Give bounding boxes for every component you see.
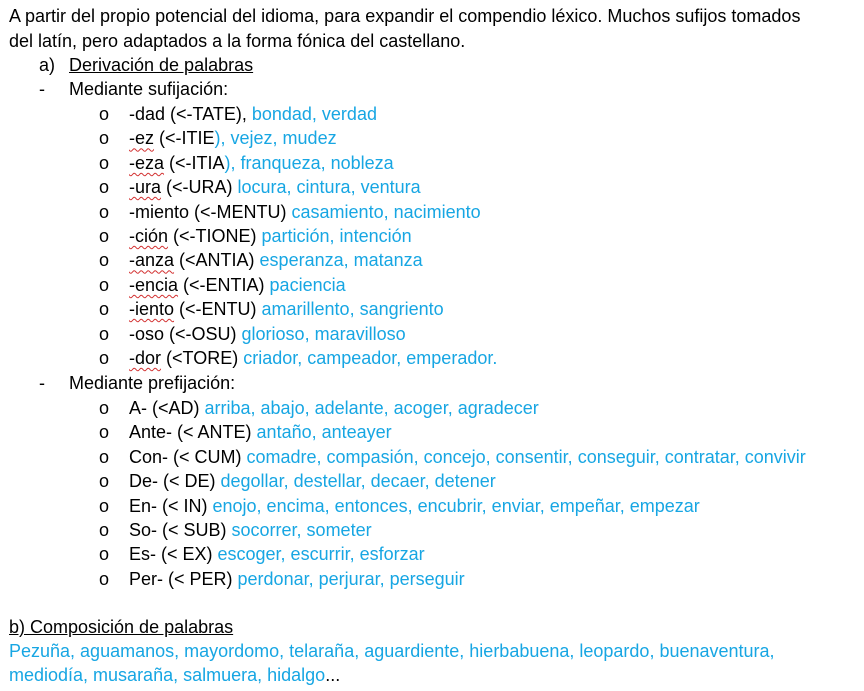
- sufijo-item: [99, 102, 377, 127]
- prefijo: En- (< IN): [129, 495, 213, 516]
- sufijo: -oso: [129, 323, 165, 344]
- prefijo-item: [99, 518, 372, 543]
- sufijo: -iento: [129, 299, 175, 320]
- prefijo-item: [99, 567, 465, 592]
- sufijo-ejemplos: bondad, verdad: [251, 104, 377, 124]
- section-b-heading: [9, 615, 233, 640]
- sufijo-item: [99, 224, 412, 249]
- sufijo: -anza: [129, 250, 175, 271]
- prefijo-item: [99, 469, 496, 494]
- sufijo-origen: (<-URA): [161, 177, 238, 198]
- prefijo-ejemplos: perdonar, perjurar, perseguir: [237, 568, 465, 589]
- sufijo-ejemplos: amarillento, sangriento: [261, 299, 444, 320]
- bullet-icon: o: [99, 274, 110, 295]
- prefijo-item: [99, 445, 806, 470]
- sufijo-origen: (<-MENTU): [189, 201, 292, 222]
- prefijo-ejemplos: socorrer, someter: [231, 520, 372, 540]
- sufijo-origen: (<-ITIE: [154, 128, 215, 149]
- bullet-icon: o: [99, 152, 110, 173]
- section-a-heading: [39, 53, 254, 78]
- composicion-line-2: [9, 663, 340, 688]
- sufijo-origen: (<-ITIA: [164, 152, 225, 173]
- bullet-icon: o: [99, 177, 110, 198]
- composicion-ellipsis: ...: [325, 665, 341, 685]
- bullet-icon: o: [99, 348, 110, 368]
- prefijo-item: [99, 396, 539, 421]
- bullet-icon: o: [99, 446, 110, 467]
- bullet-icon: o: [99, 323, 110, 344]
- sufijo-ejemplos: criador, campeador, emperador.: [243, 348, 498, 368]
- sufijacion-dash: -: [39, 79, 45, 99]
- sufijo-text: [129, 151, 394, 176]
- sufijo-ejemplos: glorioso, maravilloso: [241, 323, 406, 344]
- sufijo: -dad: [129, 104, 166, 124]
- bullet-icon: o: [99, 201, 110, 222]
- sufijo-text: [129, 273, 346, 298]
- sufijo-item: [99, 126, 337, 151]
- section-a-title: Derivación de palabras: [69, 55, 254, 75]
- intro-line-2: del latín, pero adaptados a la forma fónica del castellano.: [9, 30, 466, 51]
- section-b-title: b) Composición de palabras: [9, 617, 234, 637]
- sufijo-item: [99, 322, 406, 347]
- prefijo: So- (< SUB): [129, 520, 232, 540]
- sufijo-text: [129, 322, 406, 347]
- bullet-icon: o: [99, 495, 110, 516]
- prefijo: Con- (< CUM): [129, 446, 247, 467]
- prefijo: De- (< DE): [129, 471, 221, 492]
- sufijo-origen: (<TORE): [161, 348, 244, 368]
- sufijo: -eza: [129, 152, 165, 173]
- bullet-icon: o: [99, 520, 110, 540]
- sufijo-ejemplos: casamiento, nacimiento: [291, 201, 481, 222]
- sufijo-ejemplos: esperanza, matanza: [259, 250, 423, 271]
- sufijo-origen: (<-OSU): [164, 323, 242, 344]
- sufijo-ejemplos: locura, cintura, ventura: [237, 177, 421, 198]
- sufijo: -ura: [129, 177, 162, 198]
- sufijacion-title: Mediante sufijación:: [69, 79, 229, 99]
- sufijo: -dor: [129, 348, 162, 368]
- sufijo-origen: (<-TATE),: [165, 104, 252, 124]
- prefijo-ejemplos: degollar, destellar, decaer, detener: [220, 471, 496, 492]
- sufijo-text: [129, 297, 444, 322]
- sufijo-item: [99, 175, 421, 200]
- prefijo-ejemplos: arriba, abajo, adelante, acoger, agradecer: [204, 398, 539, 418]
- sufijo-text: [129, 248, 423, 273]
- prefijo: A- (<AD): [129, 398, 205, 418]
- prefijo-ejemplos: comadre, compasión, concejo, consentir, conseguir, contratar, convivir: [246, 446, 806, 467]
- composicion-examples: mediodía, musaraña, salmuera, hidalgo: [9, 665, 326, 685]
- sufijo-ejemplos: ), franqueza, nobleza: [224, 152, 394, 173]
- prefijo-text: [129, 567, 465, 592]
- composicion-line-1: Pezuña, aguamanos, mayordomo, telaraña, aguardiente, hierbabuena, leopardo, buenaventura,: [9, 641, 775, 661]
- sufijo-item: [99, 346, 498, 371]
- bullet-icon: o: [99, 104, 110, 124]
- prefijo-text: [129, 445, 806, 470]
- prefijacion-title: Mediante prefijación:: [69, 373, 236, 393]
- sufijo-text: [129, 224, 412, 249]
- sufijo-ejemplos: ), vejez, mudez: [214, 128, 337, 149]
- sufijo-item: [99, 151, 394, 176]
- sufijo-origen: (<ANTIA): [174, 250, 260, 271]
- intro-line-1: A partir del propio potencial del idioma, para expandir el compendio léxico. Muchos sufijos tomados: [9, 6, 801, 26]
- sufijacion-heading: [39, 77, 229, 102]
- bullet-icon: o: [99, 398, 110, 418]
- sufijo-text: [129, 175, 421, 200]
- sufijo: -ción: [129, 226, 169, 246]
- prefijacion-dash: -: [39, 373, 45, 393]
- prefijo: Es- (< EX): [129, 544, 218, 565]
- bullet-icon: o: [99, 422, 110, 443]
- sufijo-text: [129, 126, 337, 151]
- sufijo-origen: (<-TIONE): [168, 226, 262, 246]
- sufijo-text: [129, 200, 481, 225]
- sufijo: -miento: [129, 201, 190, 222]
- sufijo-item: [99, 248, 423, 273]
- sufijo: -encia: [129, 274, 179, 295]
- prefijo-item: [99, 420, 392, 445]
- bullet-icon: o: [99, 128, 110, 149]
- prefijo: Per- (< PER): [129, 568, 238, 589]
- section-a-marker: a): [39, 55, 56, 75]
- prefijo-text: [129, 396, 539, 421]
- prefijo-ejemplos: enojo, encima, entonces, encubrir, enviar, empeñar, empezar: [212, 495, 700, 516]
- bullet-icon: o: [99, 544, 110, 565]
- prefijo-text: [129, 469, 496, 494]
- prefijacion-heading: [39, 371, 236, 396]
- prefijo-ejemplos: antaño, anteayer: [256, 422, 392, 443]
- sufijo-item: [99, 297, 444, 322]
- prefijo-text: [129, 494, 700, 519]
- sufijo-ejemplos: partición, intención: [261, 226, 412, 246]
- prefijo-text: [129, 542, 425, 567]
- intro-paragraph: [9, 4, 864, 53]
- prefijo-ejemplos: escoger, escurrir, esforzar: [217, 544, 425, 565]
- bullet-icon: o: [99, 250, 110, 271]
- prefijo-item: [99, 542, 425, 567]
- sufijo-text: [129, 346, 497, 371]
- sufijo-ejemplos: paciencia: [269, 274, 346, 295]
- sufijo-item: [99, 200, 481, 225]
- prefijo: Ante- (< ANTE): [129, 422, 257, 443]
- sufijo-item: [99, 273, 346, 298]
- sufijo-origen: (<-ENTIA): [178, 274, 270, 295]
- sufijo: -ez: [129, 128, 155, 149]
- prefijo-text: [129, 420, 392, 445]
- bullet-icon: o: [99, 568, 110, 589]
- prefijo-text: [129, 518, 372, 543]
- sufijo-text: [129, 102, 377, 127]
- bullet-icon: o: [99, 299, 110, 320]
- sufijo-origen: (<-ENTU): [174, 299, 262, 320]
- bullet-icon: o: [99, 226, 110, 246]
- prefijo-item: [99, 494, 700, 519]
- bullet-icon: o: [99, 471, 110, 492]
